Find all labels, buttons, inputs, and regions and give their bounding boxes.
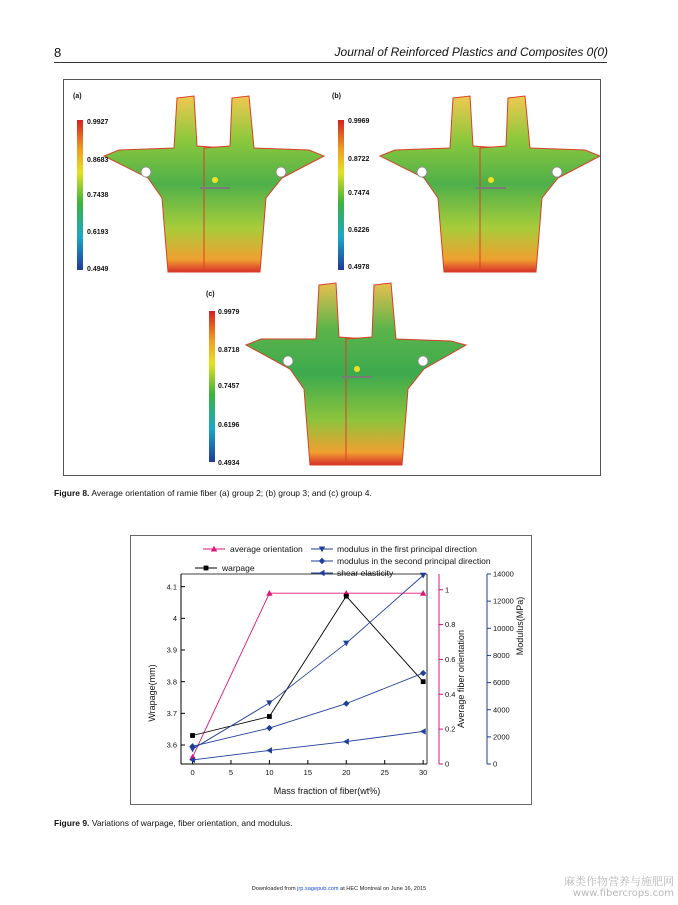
legend-label-modulus-second: modulus in the second principal direction (337, 556, 491, 566)
series-3-point (266, 725, 272, 731)
footer-prefix: Downloaded from (251, 886, 298, 892)
legend-swatch-marker (204, 566, 209, 571)
scale-b-4: 0.4978 (348, 264, 370, 271)
legend-label-warpage: warpage (222, 563, 255, 573)
x-tick-label: 25 (380, 768, 389, 777)
panel-label-b: (b) (332, 93, 341, 100)
colorbar-b (338, 120, 344, 270)
series-0-line (193, 593, 424, 757)
scale-a-4: 0.4949 (87, 266, 109, 273)
right-tick-label: 0 (493, 759, 498, 769)
series-2-point (343, 641, 349, 647)
right-tick-label: 14000 (493, 569, 514, 579)
figure-8-caption-text: Average orientation of ramie fiber (a) group 2; (b) group 3; and (c) group 4. (91, 488, 372, 498)
x-tick-label: 5 (228, 768, 234, 777)
right-tick-label: 12000 (493, 596, 514, 606)
figure-9-frame (130, 535, 532, 805)
figure-8-frame (63, 79, 601, 476)
scale-a-3: 0.6193 (87, 229, 109, 236)
series-4-point (343, 738, 349, 744)
scale-c-1: 0.8718 (218, 347, 240, 354)
scale-a-1: 0.8683 (87, 157, 109, 164)
legend-label-shear-elasticity: shear elasticity (337, 568, 394, 578)
x-tick-label: 30 (418, 768, 428, 777)
series-3-point (420, 670, 426, 676)
left-tick-label: 3.9 (166, 645, 177, 655)
legend-label-average-orientation: average orientation (230, 544, 303, 554)
x-tick-label: 20 (342, 768, 351, 777)
figure-8-image (64, 80, 600, 475)
series-2-line (193, 575, 424, 749)
series-4-line (193, 731, 424, 760)
right-tick-label: 6000 (493, 678, 510, 688)
right-axis-label: Modulus(MPa) (515, 596, 525, 656)
page-number: 8 (54, 45, 62, 60)
mid-tick-label: 0.8 (445, 620, 456, 630)
legend-swatch-marker (319, 558, 325, 564)
figure-8-caption-label: Figure 8. (54, 488, 90, 498)
journal-title: Journal of Reinforced Plastics and Composites 0(0) (334, 45, 608, 59)
scale-b-3: 0.6226 (348, 227, 370, 234)
footer-suffix: at HEC Montreal on June 16, 2015 (338, 886, 427, 892)
mid-tick-label: 0.6 (445, 655, 456, 665)
scale-c-0: 0.9979 (218, 309, 240, 316)
x-tick-label: 0 (190, 768, 195, 777)
series-4-point (420, 728, 426, 734)
header-rule (54, 62, 607, 63)
series-4-point (266, 747, 272, 753)
x-tick-label: 10 (265, 768, 274, 777)
mid-tick-label: 0.2 (445, 724, 456, 734)
figure-9-caption-label: Figure 9. (54, 818, 90, 828)
legend-label-modulus-first: modulus in the first principal direction (337, 544, 477, 554)
legend-swatch-marker (319, 570, 325, 576)
left-tick-label: 4.1 (166, 582, 177, 592)
scale-a-2: 0.7438 (87, 192, 109, 199)
scale-b-0: 0.9969 (348, 118, 370, 125)
figure-9-caption-text: Variations of warpage, fiber orientation, and modulus. (91, 818, 293, 828)
right-tick-label: 2000 (493, 732, 510, 742)
scale-a-0: 0.9927 (87, 119, 109, 126)
series-1-point (267, 714, 272, 719)
series-1-point (421, 679, 426, 684)
series-3-point (343, 700, 349, 706)
left-tick-label: 4 (172, 613, 177, 623)
watermark-line-1: 麻类作物营养与施肥网 (564, 875, 674, 888)
figure-9-caption (54, 818, 614, 828)
figure-9-chart (131, 536, 531, 804)
series-1-point (190, 733, 195, 738)
colorbar-c (209, 311, 215, 462)
right-tick-label: 4000 (493, 705, 510, 715)
left-tick-label: 3.8 (166, 677, 177, 687)
panel-label-c: (c) (206, 291, 215, 298)
mid-axis-label: Average fiber orientation (456, 630, 466, 728)
mid-tick-label: 1 (445, 585, 450, 595)
scale-c-3: 0.6196 (218, 422, 240, 429)
left-tick-label: 3.6 (166, 740, 177, 750)
scale-b-2: 0.7474 (348, 190, 370, 197)
mid-tick-label: 0 (445, 759, 450, 769)
left-axis-label: Wrapage(mm) (147, 664, 157, 722)
x-axis-label: Mass fraction of fiber(wt%) (273, 786, 381, 796)
figure-8-caption (54, 488, 614, 498)
series-3-point (189, 743, 195, 749)
series-2-point (266, 700, 272, 706)
watermark-line-2: www.fibercrops.com (572, 888, 674, 899)
scale-c-2: 0.7457 (218, 383, 240, 390)
left-tick-label: 3.7 (166, 708, 177, 718)
x-tick-label: 15 (303, 768, 313, 777)
colorbar-a (77, 120, 83, 270)
right-tick-label: 8000 (493, 651, 510, 661)
scale-b-1: 0.8722 (348, 156, 370, 163)
footer-link[interactable]: jrp.sagepub.com (297, 886, 339, 892)
panel-label-a: (a) (73, 93, 82, 100)
scale-c-4: 0.4934 (218, 460, 240, 467)
right-tick-label: 10000 (493, 623, 514, 633)
series-1-point (344, 594, 349, 599)
series-1-line (193, 596, 424, 735)
mid-tick-label: 0.4 (445, 689, 456, 699)
